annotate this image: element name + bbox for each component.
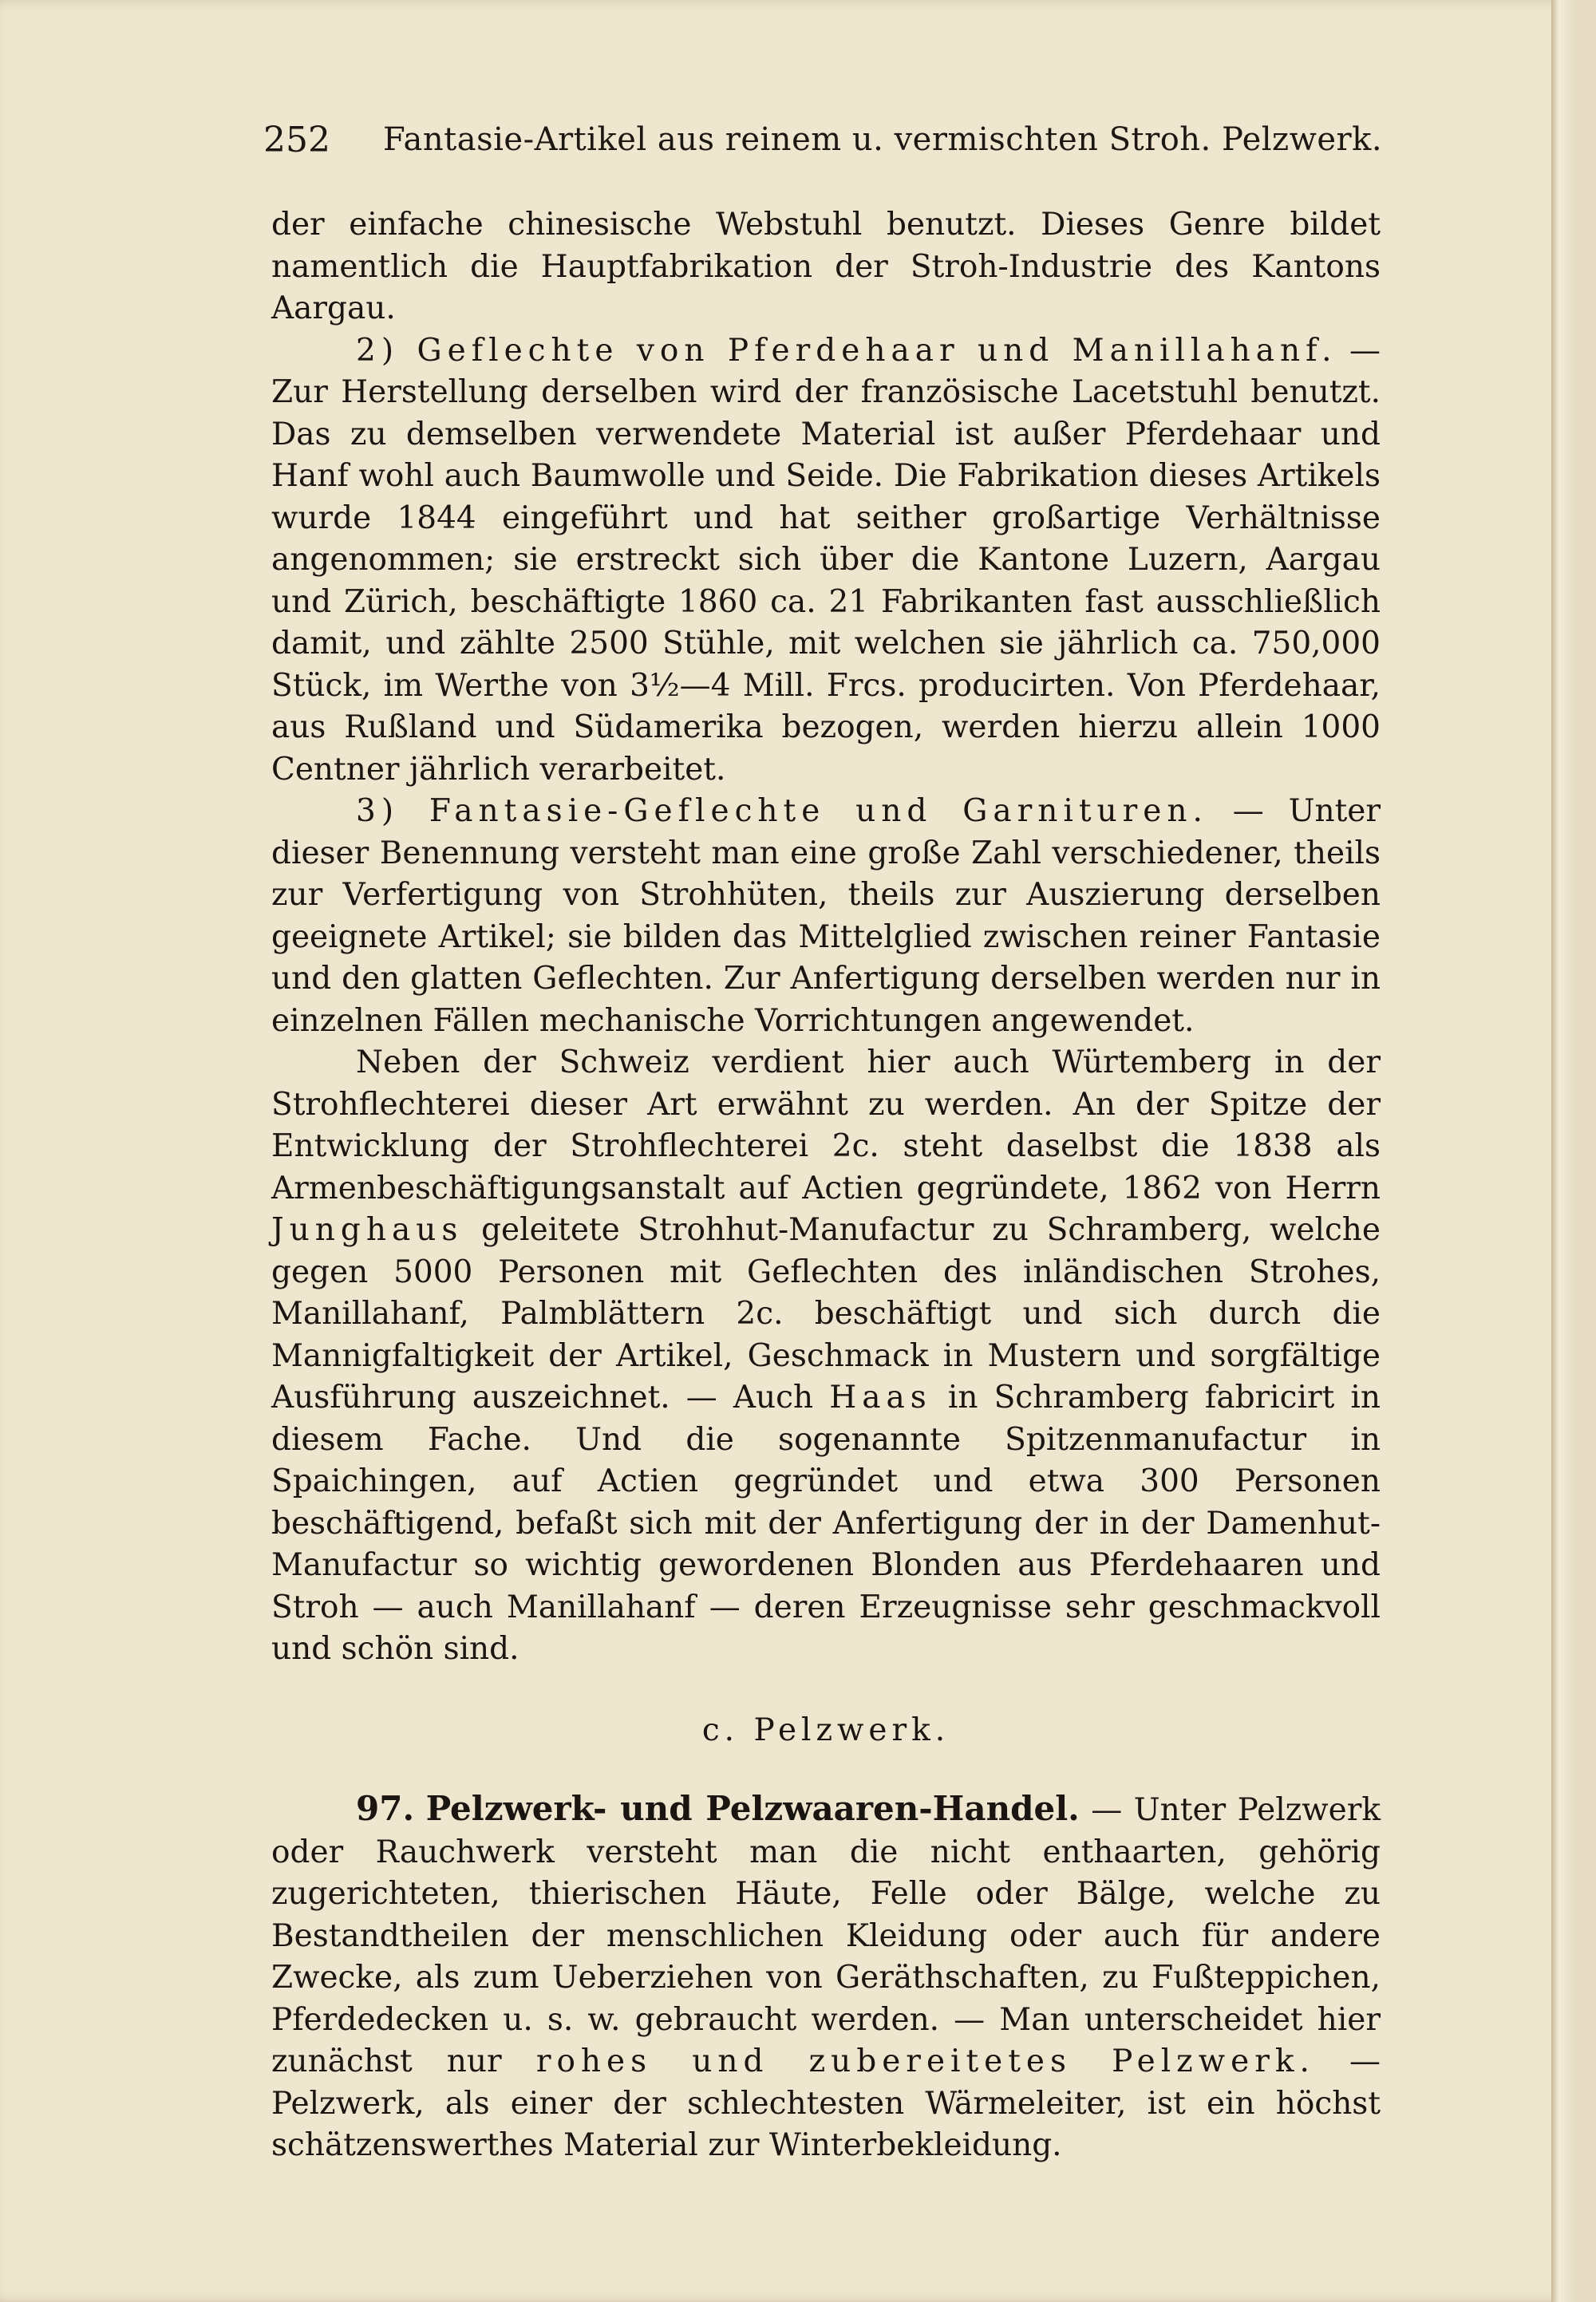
spaced-name: Junghaus xyxy=(271,1212,464,1248)
running-title: Fantasie-Artikel aus reinem u. vermischten Stroh. Pelzwerk. xyxy=(383,121,1383,158)
section-97: 97. Pelzwerk- und Pelzwaaren-Handel. — Unter Pelzwerk oder Rauchwerk versteht man die nicht enthaarten, gehörig zugerichteten, thierischen Häute, Felle oder Bälge, welche zu Bestandtheilen der menschlichen Kleidung oder auch für andere Zwecke, als zum Ueberziehen von Geräthschaften, zu Fußteppichen, Pferdedecken u. s. w. gebraucht werden. — Man unterscheidet hier zunächst nur rohes und zubereitetes Pelzwerk. — Pelzwerk, als einer der schlechtesten Wärmeleiter, ist ein höchst schätzenswerthes Material zur Winterbekleidung. xyxy=(271,1789,1381,2163)
paragraph-fantasie-geflechte: 3) Fantasie-Geflechte und Garnituren. — Unter dieser Benennung versteht man eine große Zahl verschiedener, theils zur Verfertigung von Strohhüten, theils zur Auszierung derselben geeignete Artikel; sie bilden das Mittelglied zwischen reiner Fantasie und den glatten Geflechten. Zur Anfertigung derselben werden nur in einzelnen Fällen mechanische Vorrichtungen angewendet. xyxy=(271,793,1381,1039)
page-edge xyxy=(1551,0,1574,2302)
section-heading: Pelzwerk- und Pelzwaaren-Handel. xyxy=(425,1789,1080,1828)
paragraph-label: 2) Geflechte von Pferdehaar und Manillahanf. xyxy=(356,332,1337,369)
paragraph-continuation: der einfache chinesische Webstuhl benutzt. Dieses Genre bildet namentlich die Hauptfabrikation der Stroh-Industrie des Kantons Aargau. xyxy=(271,207,1381,326)
paragraph-geflechte-pferdehaar: 2) Geflechte von Pferdehaar und Manillahanf. — Zur Herstellung derselben wird der französische Lacetstuhl benutzt. Das zu demselben verwendete Material ist außer Pferdehaar und Hanf wohl auch Baumwolle und Seide. Die Fabrikation dieses Artikels wurde 1844 eingeführt und hat seither großartige Verhältnisse angenommen; sie erstreckt sich über die Kantone Luzern, Aargau und Zürich, beschäftigte 1860 ca. 21 Fabrikanten fast ausschließlich damit, und zählte 2500 Stühle, mit welchen sie jährlich ca. 750,000 Stück, im Werthe von 3½—4 Mill. Frcs. producirten. Von Pferdehaar, aus Rußland und Südamerika bezogen, werden hierzu allein 1000 Centner jährlich verarbeitet. xyxy=(271,332,1381,788)
paragraph-label: 3) Fantasie-Geflechte und Garnituren. xyxy=(356,793,1208,829)
paragraph-wuertemberg: Neben der Schweiz verdient hier auch Würtemberg in der Strohflechterei dieser Art erwähnt zu werden. An der Spitze der Entwicklung der Strohflechterei 2c. steht daselbst die 1838 als Armenbeschäftigungsanstalt auf Actien gegründete, 1862 von Herrn Junghaus geleitete Strohhut-Manufactur zu Schramberg, welche gegen 5000 Personen mit Geflechten des inländischen Strohes, Manillahanf, Palmblättern 2c. beschäftigt und sich durch die Mannigfaltigkeit der Artikel, Geschmack in Mustern und sorgfältige Ausführung auszeichnet. — Auch Haas in Schramberg fabricirt in diesem Fache. Und die sogenannte Spitzenmanufactur in Spaichingen, auf Actien gegründet und etwa 300 Personen beschäftigend, befaßt sich mit der Anfertigung der in der Damenhut-Manufactur so wichtig gewordenen Blonden aus Pferdehaaren und Stroh — auch Manillahanf — deren Erzeugnisse sehr geschmackvoll und schön sind. xyxy=(271,1044,1381,1667)
spaced-name: Haas xyxy=(829,1380,932,1416)
body-text xyxy=(271,204,1381,2167)
subheading: c. Pelzwerk. xyxy=(701,1712,950,1748)
page-number: 252 xyxy=(263,120,330,160)
section-number: 97. xyxy=(356,1789,415,1828)
spaced-term: rohes und zubereitetes Pelzwerk. xyxy=(535,2043,1315,2079)
